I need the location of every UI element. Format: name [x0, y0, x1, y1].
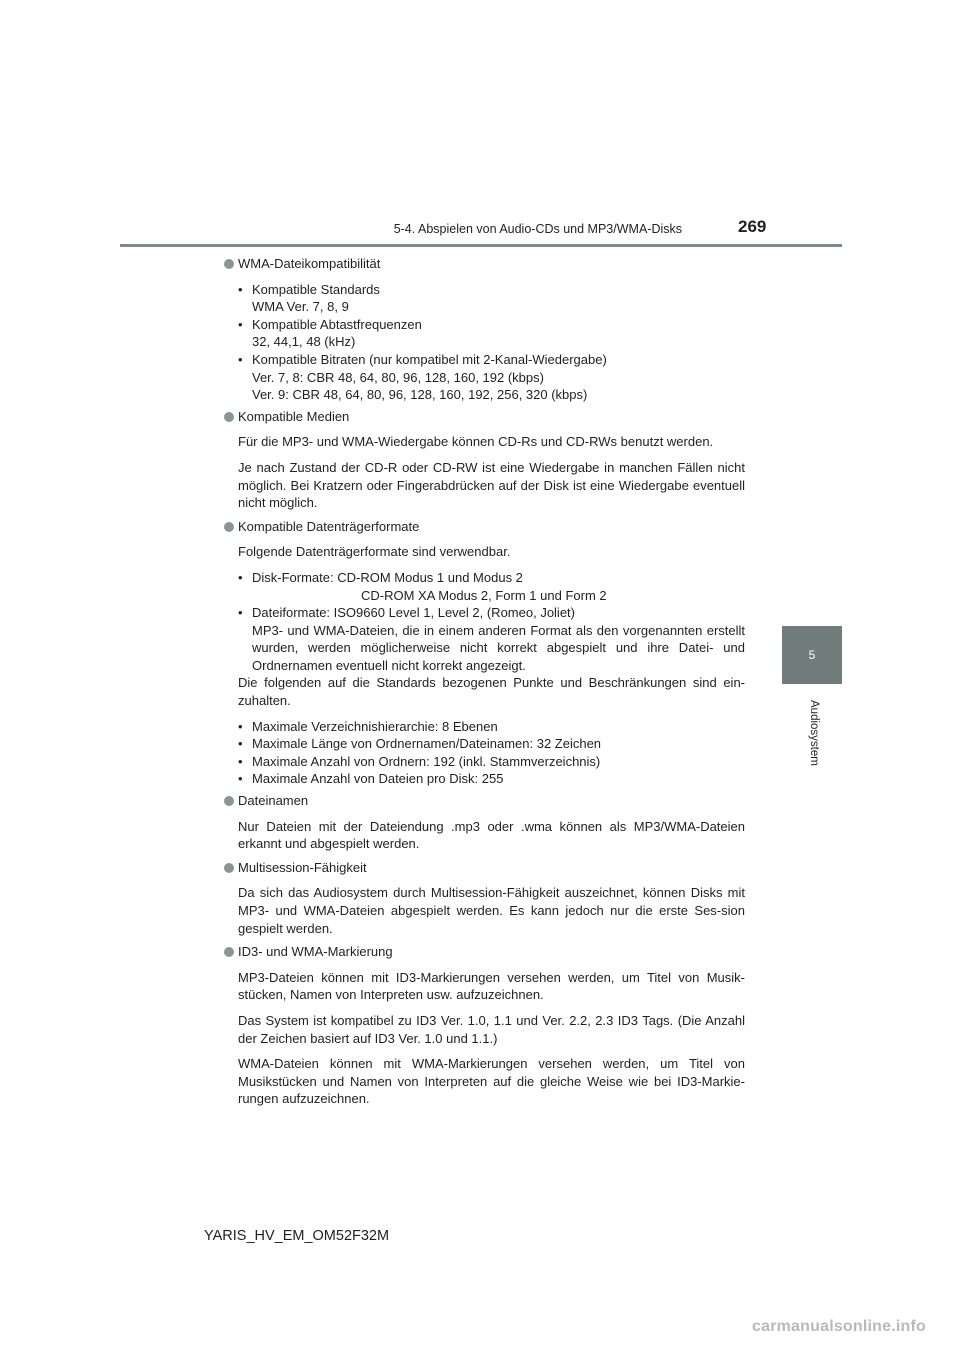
list-item — [238, 281, 745, 316]
bullet-dot-icon — [224, 522, 234, 532]
header-rule — [120, 244, 842, 247]
bullet-list — [224, 281, 745, 404]
paragraph: Da sich das Audiosystem durch Multisession-Fähigkeit auszeichnet, können Disks mit MP3- und WMA-Dateien abgespielt werden. Es kann jedoch nur die erste Ses-sion gespielt werden. — [238, 885, 745, 936]
bullet-icon: • — [238, 736, 243, 752]
section-heading — [224, 255, 745, 273]
item-text: Kompatible Bitraten (nur kompatibel mit 2-Kanal-Wiedergabe) — [252, 351, 607, 367]
item-text: Dateiformate: ISO9660 Level 1, Level 2, (Romeo, Joliet) — [252, 605, 575, 621]
bullet-list — [224, 569, 745, 675]
item-subtext: Ver. 9: CBR 48, 64, 80, 96, 128, 160, 192, 256, 320 (kbps) — [252, 387, 588, 403]
section-heading — [224, 943, 745, 961]
bullet-icon: • — [238, 771, 243, 787]
chapter-tab-number: 5 — [808, 648, 816, 662]
section-heading — [224, 518, 745, 536]
paragraph: Nur Dateien mit der Dateiendung .mp3 oder .wma können als MP3/WMA-Dateien erkannt und abgespielt werden. — [238, 818, 745, 852]
section-multisession — [224, 859, 745, 937]
paragraph: Das System ist kompatibel zu ID3 Ver. 1.0, 1.1 und Ver. 2.2, 2.3 ID3 Tags. (Die Anzahl der Zeichen basiert auf ID3 Ver. 1.0 und 1.1.) — [238, 1012, 745, 1046]
list-item — [238, 753, 745, 771]
heading-text: Kompatible Medien — [238, 408, 350, 424]
content — [224, 253, 745, 1112]
section-heading — [224, 792, 745, 810]
list-item — [238, 316, 745, 351]
section-filenames — [224, 792, 745, 853]
list-item — [238, 735, 745, 753]
item-text: Maximale Länge von Ordnernamen/Dateinamen: 32 Zeichen — [252, 736, 602, 752]
list-item — [238, 770, 745, 788]
paragraph: Die folgenden auf die Standards bezogenen Punkte und Beschränkungen sind ein-zuhalten. — [238, 675, 745, 709]
item-subtext: Ver. 7, 8: CBR 48, 64, 80, 96, 128, 160, 192 (kbps) — [252, 369, 544, 385]
item-text: Kompatible Standards — [252, 281, 380, 297]
page-number: 269 — [738, 217, 767, 236]
bullet-icon: • — [238, 605, 243, 621]
paragraph: Für die MP3- und WMA-Wiedergabe können CD-Rs und CD-RWs benutzt werden. — [238, 434, 714, 450]
item-subtext: CD-ROM XA Modus 2, Form 1 und Form 2 — [361, 587, 607, 603]
heading-text: Kompatible Datenträgerformate — [238, 518, 420, 534]
item-text: Disk-Formate: CD-ROM Modus 1 und Modus 2 — [252, 569, 523, 585]
list-item — [238, 351, 745, 404]
section-heading — [224, 859, 745, 877]
item-text: Maximale Anzahl von Ordnern: 192 (inkl. Stammverzeichnis) — [252, 753, 601, 769]
bullet-list — [224, 718, 745, 788]
watermark: carmanualsonline.info — [752, 1318, 927, 1335]
section-tags — [224, 943, 745, 1108]
heading-text: Dateinamen — [238, 793, 309, 809]
chapter-tab-label: Audiosystem — [808, 700, 820, 766]
item-subtext: MP3- und WMA-Dateien, die in einem anderen Format als den vorgenannten erstellt wurden, werden möglicherweise nicht korrekt abgespielt und ihre Datei- und Ordnernamen eventuell nicht korrekt angezeigt. — [252, 622, 745, 673]
bullet-icon: • — [238, 753, 243, 769]
section-media — [224, 408, 745, 512]
bullet-icon: • — [238, 351, 243, 367]
bullet-icon: • — [238, 718, 243, 734]
list-item — [238, 569, 745, 604]
footer-code: YARIS_HV_EM_OM52F32M — [204, 1228, 390, 1244]
header-section-title: 5-4. Abspielen von Audio-CDs und MP3/WMA-Disks — [393, 222, 682, 236]
bullet-dot-icon — [224, 947, 234, 957]
section-formats — [224, 518, 745, 788]
section-heading — [224, 408, 745, 426]
bullet-dot-icon — [224, 863, 234, 873]
heading-text: ID3- und WMA-Markierung — [238, 944, 393, 960]
paragraph: WMA-Dateien können mit WMA-Markierungen versehen werden, um Titel von Musikstücken und Namen von Interpreten auf die gleiche Weise wie bei ID3-Markie-rungen aufzuzeichnen. — [238, 1056, 745, 1107]
heading-text: Multisession-Fähigkeit — [238, 859, 367, 875]
paragraph: Je nach Zustand der CD-R oder CD-RW ist eine Wiedergabe in manchen Fällen nicht möglich. Bei Kratzern oder Fingerabdrücken auf der Disk ist eine Wiedergabe eventuell nicht möglich. — [238, 459, 745, 511]
bullet-dot-icon — [224, 796, 234, 806]
item-text: Kompatible Abtastfrequenzen — [252, 316, 422, 332]
item-subtext: WMA Ver. 7, 8, 9 — [252, 299, 349, 315]
bullet-icon: • — [238, 281, 243, 297]
item-text: Maximale Verzeichnishierarchie: 8 Ebenen — [252, 718, 498, 734]
item-subtext: 32, 44,1, 48 (kHz) — [252, 334, 356, 350]
section-wma — [224, 255, 745, 404]
bullet-icon: • — [238, 316, 243, 332]
list-item — [238, 718, 745, 736]
list-item — [238, 604, 745, 674]
paragraph: MP3-Dateien können mit ID3-Markierungen versehen werden, um Titel von Musik-stücken, Namen von Interpreten usw. aufzuzeichnen. — [238, 969, 745, 1003]
bullet-icon: • — [238, 569, 243, 585]
bullet-dot-icon — [224, 412, 234, 422]
paragraph: Folgende Datenträgerformate sind verwendbar. — [238, 544, 511, 560]
chapter-tab — [782, 626, 842, 684]
heading-text: WMA-Dateikompatibilität — [238, 256, 381, 271]
bullet-dot-icon — [224, 259, 234, 269]
item-text: Maximale Anzahl von Dateien pro Disk: 255 — [252, 771, 504, 787]
